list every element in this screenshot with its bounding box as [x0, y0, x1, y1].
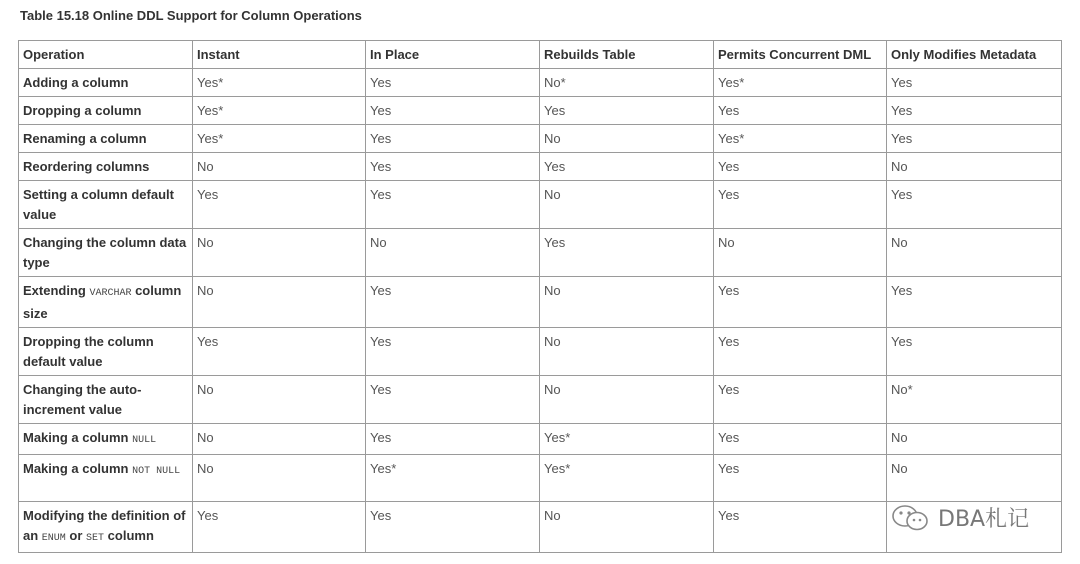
value-cell: No	[193, 153, 366, 181]
value-cell: Yes	[714, 181, 887, 229]
value-cell: Yes	[887, 69, 1062, 97]
value-cell: No	[540, 125, 714, 153]
table-row	[19, 69, 1062, 97]
value-cell: No	[540, 328, 714, 376]
value-cell: Yes	[366, 125, 540, 153]
table-header-row	[19, 41, 1062, 69]
value-cell: No	[540, 277, 714, 328]
header-in-place: In Place	[366, 41, 540, 69]
value-cell: No	[366, 229, 540, 277]
value-cell: Yes	[714, 424, 887, 455]
value-cell: Yes	[540, 229, 714, 277]
operation-cell	[19, 376, 193, 424]
value-cell: Yes	[193, 328, 366, 376]
operation-text: Making a column	[23, 461, 133, 476]
value-cell: Yes	[887, 328, 1062, 376]
operation-text: Changing the auto-increment value	[23, 382, 142, 417]
value-cell: Yes	[714, 328, 887, 376]
table-row	[19, 277, 1062, 328]
value-cell: Yes	[714, 153, 887, 181]
watermark	[890, 502, 1029, 533]
value-cell: Yes*	[193, 97, 366, 125]
operation-text: Dropping the column default value	[23, 334, 154, 369]
value-cell: No	[714, 229, 887, 277]
table-body	[19, 69, 1062, 553]
operation-cell	[19, 97, 193, 125]
value-cell: Yes	[887, 181, 1062, 229]
value-cell: No	[540, 502, 714, 553]
table-row	[19, 97, 1062, 125]
watermark-text: DBA札记	[938, 507, 1030, 532]
value-cell: Yes	[540, 153, 714, 181]
value-cell: Yes*	[714, 125, 887, 153]
value-cell: Yes	[366, 328, 540, 376]
table-row	[19, 376, 1062, 424]
operation-code-text: SET	[86, 533, 105, 544]
table-caption: Table 15.18 Online DDL Support for Column Operations	[20, 8, 362, 23]
operation-text: or	[65, 528, 87, 543]
table-row	[19, 181, 1062, 229]
operation-cell	[19, 69, 193, 97]
online-ddl-table	[18, 40, 1062, 553]
operation-cell	[19, 502, 193, 553]
operation-cell	[19, 181, 193, 229]
value-cell: No*	[540, 69, 714, 97]
value-cell: Yes	[887, 125, 1062, 153]
value-cell: No	[193, 376, 366, 424]
header-operation: Operation	[19, 41, 193, 69]
operation-cell	[19, 328, 193, 376]
value-cell: No	[887, 229, 1062, 277]
value-cell: Yes	[887, 97, 1062, 125]
operation-text: Modifying the definition of an	[23, 508, 186, 543]
value-cell: Yes	[366, 277, 540, 328]
table-row	[19, 229, 1062, 277]
operation-code-text: NOT NULL	[132, 466, 181, 477]
operation-text: Adding a column	[23, 75, 129, 90]
table-row	[19, 153, 1062, 181]
value-cell: Yes	[193, 502, 366, 553]
operation-code-text: ENUM	[41, 533, 66, 544]
value-cell: Yes	[366, 181, 540, 229]
header-rebuilds-table: Rebuilds Table	[540, 41, 714, 69]
value-cell: No	[193, 277, 366, 328]
value-cell: Yes	[714, 97, 887, 125]
operation-cell	[19, 153, 193, 181]
header-only-modifies-metadata: Only Modifies Metadata	[887, 41, 1062, 69]
value-cell: Yes	[714, 502, 887, 553]
operation-text: Setting a column default value	[23, 187, 174, 222]
value-cell: Yes	[366, 502, 540, 553]
operation-cell	[19, 229, 193, 277]
value-cell: Yes	[887, 277, 1062, 328]
value-cell: No	[193, 424, 366, 455]
operation-cell	[19, 277, 193, 328]
value-cell: Yes	[366, 376, 540, 424]
value-cell: No	[540, 181, 714, 229]
value-cell: Yes	[366, 69, 540, 97]
value-cell: No	[193, 229, 366, 277]
value-cell: Yes*	[540, 455, 714, 502]
operation-text: Dropping a column	[23, 103, 142, 118]
value-cell: Yes	[366, 97, 540, 125]
value-cell: Yes*	[193, 69, 366, 97]
table-row	[19, 424, 1062, 455]
operation-text: column	[104, 528, 154, 543]
value-cell: No*	[887, 376, 1062, 424]
value-cell: No	[540, 376, 714, 424]
table-row	[19, 328, 1062, 376]
value-cell: Yes*	[366, 455, 540, 502]
value-cell: No	[887, 455, 1062, 502]
operation-cell	[19, 424, 193, 455]
value-cell: No	[887, 153, 1062, 181]
value-cell: Yes	[540, 97, 714, 125]
value-cell: No	[887, 424, 1062, 455]
value-cell: Yes	[714, 455, 887, 502]
operation-code-text: NULL	[132, 435, 157, 446]
value-cell: Yes*	[193, 125, 366, 153]
value-cell: Yes*	[540, 424, 714, 455]
value-cell: Yes	[366, 153, 540, 181]
operation-cell	[19, 455, 193, 502]
operation-text: Making a column	[23, 430, 133, 445]
value-cell: Yes	[714, 376, 887, 424]
operation-text: Reordering columns	[23, 159, 150, 174]
value-cell: No	[193, 455, 366, 502]
value-cell: Yes*	[714, 69, 887, 97]
value-cell: Yes	[714, 277, 887, 328]
operation-text: Extending	[23, 283, 90, 298]
table-row	[19, 455, 1062, 502]
table-row	[19, 125, 1062, 153]
operation-text: column size	[23, 283, 182, 321]
operation-code-text: VARCHAR	[89, 288, 132, 299]
operation-text: Changing the column data type	[23, 235, 187, 270]
header-permits-concurrent-dml: Permits Concurrent DML	[714, 41, 887, 69]
value-cell: Yes	[366, 424, 540, 455]
operation-cell	[19, 125, 193, 153]
wechat-icon	[890, 503, 932, 533]
operation-text: Renaming a column	[23, 131, 147, 146]
header-instant: Instant	[193, 41, 366, 69]
value-cell: Yes	[193, 181, 366, 229]
